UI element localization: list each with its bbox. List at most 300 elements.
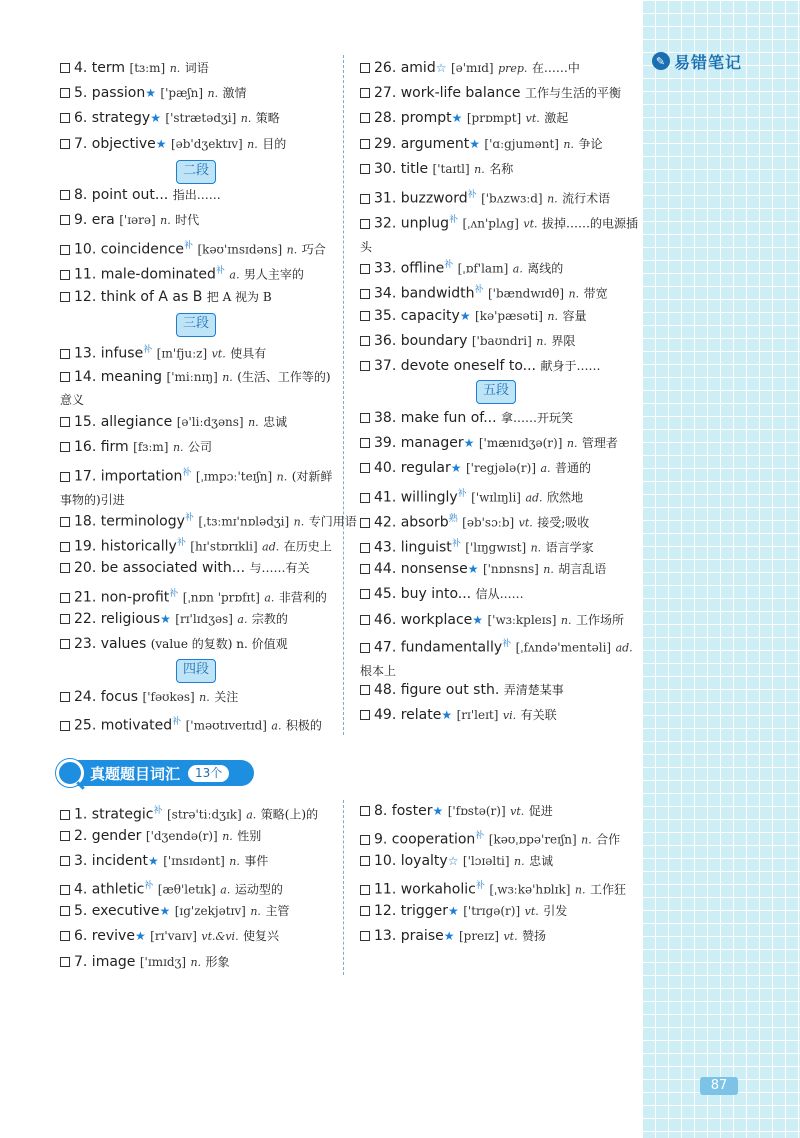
vocab-ipa: ['pæʃn] xyxy=(160,86,204,100)
vocab-word: 35. capacity xyxy=(374,308,460,324)
checkbox[interactable] xyxy=(360,219,370,229)
checkbox[interactable] xyxy=(60,63,70,73)
vocab-pos: a. xyxy=(229,268,240,282)
tag-mark: 补 xyxy=(184,513,194,523)
vocab-ipa: [ɪg'zekjətɪv] xyxy=(174,904,246,918)
vocab-meaning: 策略 xyxy=(255,111,280,125)
vocab-meaning: 名称 xyxy=(489,162,514,176)
checkbox[interactable] xyxy=(60,372,70,382)
tag-mark: 补 xyxy=(176,538,186,548)
vocab-meaning: 语言学家 xyxy=(545,540,594,555)
checkbox[interactable] xyxy=(360,438,370,448)
checkbox[interactable] xyxy=(60,721,70,731)
vocab-item xyxy=(360,158,640,181)
vocab-item xyxy=(360,679,640,701)
tag-mark: 补 xyxy=(143,345,153,355)
vocab-word: 4. athletic xyxy=(74,881,145,898)
vocab-item xyxy=(360,609,640,632)
vocab-pos: vt. xyxy=(524,905,539,918)
vocab-word: 28. prompt xyxy=(374,110,452,126)
exam-vocab-banner xyxy=(58,760,254,786)
vocab-meaning: 带宽 xyxy=(583,286,608,301)
vocab-meaning: 界限 xyxy=(551,334,576,348)
vocab-pos: prep. xyxy=(498,62,528,75)
checkbox[interactable] xyxy=(60,113,70,123)
vocab-item xyxy=(60,925,340,948)
vocab-word: 40. regular xyxy=(374,460,451,476)
star-icon: ★ xyxy=(145,86,156,100)
star-icon: ☆ xyxy=(435,61,447,75)
vocab-item xyxy=(60,82,340,105)
vocab-meaning: 性别 xyxy=(237,829,262,843)
checkbox[interactable] xyxy=(360,564,370,574)
vocab-pos: vt. xyxy=(503,930,518,943)
vocab-meaning: (生活、工作等的)意义 xyxy=(60,370,331,407)
vocab-word: 9. cooperation xyxy=(374,831,476,848)
tag-mark: 补 xyxy=(172,717,182,727)
vocab-ipa: [rɪ'leɪt] xyxy=(456,708,499,722)
checkbox[interactable] xyxy=(360,543,370,553)
vocab-pos: n. xyxy=(566,437,578,450)
vocab-word: 23. values xyxy=(74,636,147,652)
star-icon: ★ xyxy=(469,137,480,151)
checkbox[interactable] xyxy=(60,215,70,225)
vocab-word: 7. objective xyxy=(74,136,156,152)
vocab-meaning: 主管 xyxy=(265,904,290,918)
checkbox[interactable] xyxy=(60,245,70,255)
checkbox[interactable] xyxy=(360,63,370,73)
vocab-word: 6. revive xyxy=(74,928,135,944)
vocab-item xyxy=(60,339,340,366)
vocab-item xyxy=(360,57,640,80)
vocab-ipa: ['ɪmɪdʒ] xyxy=(139,955,187,969)
vocab-word: 37. devote oneself to... xyxy=(374,358,537,374)
vocab-word: 13. praise xyxy=(374,928,444,944)
checkbox[interactable] xyxy=(360,88,370,98)
vocab-ipa: ['bændwɪdθ] xyxy=(488,286,565,301)
vocab-word: 2. gender xyxy=(74,828,142,844)
page-number: 87 xyxy=(700,1077,738,1095)
vocab-item xyxy=(360,184,640,211)
vocab-pos: a. xyxy=(246,808,257,822)
vocab-ipa: [ˌtɜːmɪ'nɒlədʒi] xyxy=(198,514,290,529)
vocab-ipa: [əb'sɔːb] xyxy=(462,515,515,530)
checkbox[interactable] xyxy=(60,856,70,866)
vocab-meaning: (value 的复数) n. 价值观 xyxy=(150,637,288,651)
vocab-meaning: 弄清楚某事 xyxy=(503,683,564,697)
vocab-pos: ad. xyxy=(262,540,280,554)
star-icon: ★ xyxy=(160,612,171,626)
vocab-pos: n. xyxy=(240,112,252,125)
tag-mark: 补 xyxy=(457,489,467,499)
vocab-pos: n. xyxy=(286,243,298,257)
vocab-item xyxy=(60,825,340,848)
star-icon: ★ xyxy=(448,904,459,918)
vocab-item xyxy=(60,951,340,974)
tag-mark: 补 xyxy=(182,468,192,478)
checkbox[interactable] xyxy=(360,413,370,423)
vocab-meaning: 策略(上)的 xyxy=(260,807,319,822)
vocab-meaning: 拔掉……的电源插头 xyxy=(360,216,638,254)
checkbox[interactable] xyxy=(360,589,370,599)
checkbox[interactable] xyxy=(360,361,370,371)
vocab-item xyxy=(60,800,340,827)
vocab-word: 19. historically xyxy=(74,538,177,555)
vocab-item xyxy=(60,557,340,579)
tag-mark: 补 xyxy=(475,881,485,891)
vocab-pos: vt. xyxy=(211,347,226,361)
vocab-word: 44. nonsense xyxy=(374,561,468,577)
checkbox[interactable] xyxy=(60,885,70,895)
vocab-word: 11. workaholic xyxy=(374,881,476,898)
checkbox[interactable] xyxy=(360,139,370,149)
vocab-meaning: 离线的 xyxy=(527,261,564,276)
checkbox[interactable] xyxy=(360,113,370,123)
vocab-item xyxy=(60,366,340,412)
vocab-item xyxy=(360,633,640,683)
tag-mark: 补 xyxy=(215,266,225,276)
vocab-pos: n. xyxy=(250,905,261,918)
vocab-meaning: 词语 xyxy=(184,61,209,75)
star-icon: ☆ xyxy=(447,854,459,868)
vocab-item xyxy=(360,558,640,581)
vocab-word: 14. meaning xyxy=(74,369,163,385)
vocab-word: 38. make fun of... xyxy=(374,410,497,426)
vocab-item xyxy=(60,507,357,534)
vocab-item xyxy=(360,483,640,510)
vocab-ipa: ['ɪnsɪdənt] xyxy=(163,854,225,868)
vocab-meaning: 使复兴 xyxy=(243,929,280,943)
vocab-meaning: 关注 xyxy=(214,690,239,704)
vocab-word: 30. title xyxy=(374,161,429,177)
vocab-meaning: 男人主宰的 xyxy=(243,267,304,282)
star-icon: ★ xyxy=(451,111,463,125)
vocab-meaning: 欣然地 xyxy=(547,490,584,505)
vocab-word: 24. focus xyxy=(74,689,139,705)
vocab-item xyxy=(360,900,640,923)
checkbox[interactable] xyxy=(60,442,70,452)
vocab-meaning: 公司 xyxy=(187,440,212,454)
vocab-pos: n. xyxy=(530,541,542,555)
checkbox[interactable] xyxy=(60,88,70,98)
checkbox[interactable] xyxy=(60,349,70,359)
vocab-meaning: 流行术语 xyxy=(562,191,611,206)
checkbox[interactable] xyxy=(360,643,370,653)
vocab-ipa: ['məʊtɪveɪtɪd] xyxy=(185,718,267,733)
checkbox[interactable] xyxy=(60,417,70,427)
vocab-item xyxy=(360,533,640,560)
vocab-word: 3. incident xyxy=(74,853,149,869)
vocab-pos: n. xyxy=(248,416,259,429)
vocab-pos: vt. xyxy=(525,112,540,125)
checkbox[interactable] xyxy=(60,190,70,200)
pencil-note-icon: ✎ xyxy=(652,52,670,70)
vocab-item xyxy=(360,254,640,281)
vocab-pos: n. xyxy=(563,138,575,151)
vocab-meaning: 非营利的 xyxy=(278,590,327,605)
vocab-item xyxy=(360,457,640,480)
vocab-pos: a. xyxy=(540,462,551,475)
tag-mark: 补 xyxy=(451,539,461,549)
tag-mark: 补 xyxy=(502,639,512,649)
vocab-item xyxy=(360,850,640,873)
vocab-word: 31. buzzword xyxy=(374,190,468,207)
vocab-word: 9. era xyxy=(74,212,115,228)
vocab-ipa: [strə'tiːdʒɪk] xyxy=(166,807,242,822)
magnifier-icon xyxy=(56,759,84,787)
vocab-item xyxy=(60,436,340,459)
checkbox[interactable] xyxy=(360,931,370,941)
checkbox[interactable] xyxy=(60,931,70,941)
vocab-meaning: 形象 xyxy=(205,955,230,969)
vocab-item xyxy=(60,850,340,873)
vocab-pos: n. xyxy=(543,563,554,576)
vocab-word: 45. buy into... xyxy=(374,586,472,602)
star-icon: ★ xyxy=(467,562,479,576)
checkbox[interactable] xyxy=(60,692,70,702)
vocab-pos: n. xyxy=(560,614,572,627)
vocab-item xyxy=(60,260,340,287)
checkbox[interactable] xyxy=(360,311,370,321)
checkbox[interactable] xyxy=(360,806,370,816)
vocab-pos: a. xyxy=(271,719,282,733)
star-icon: ★ xyxy=(134,929,146,943)
vocab-word: 41. willingly xyxy=(374,489,458,506)
checkbox[interactable] xyxy=(60,292,70,302)
vocab-pos: n. xyxy=(207,87,219,100)
vocab-item xyxy=(60,633,340,655)
vocab-meaning: 使具有 xyxy=(230,346,267,361)
vocab-pos: n. xyxy=(222,830,233,843)
vocab-word: 12. trigger xyxy=(374,903,448,919)
vocab-meaning: 赞扬 xyxy=(522,929,547,943)
vocab-word: 21. non-profit xyxy=(74,589,170,606)
vocab-word: 5. passion xyxy=(74,85,146,101)
vocab-pos: n. xyxy=(229,855,240,868)
vocab-meaning: 指出…… xyxy=(172,188,221,202)
vocab-word: 7. image xyxy=(74,954,136,970)
vocab-pos: ad. xyxy=(615,641,633,655)
vocab-meaning: 事件 xyxy=(244,854,269,868)
vocab-meaning: 容量 xyxy=(562,309,587,323)
vocab-item xyxy=(60,711,340,738)
vocab-meaning: 普通的 xyxy=(555,461,592,475)
vocab-ipa: ['strætədʒi] xyxy=(165,111,237,125)
vocab-ipa: [ˌfʌndə'mentəli] xyxy=(515,640,612,655)
checkbox[interactable] xyxy=(360,856,370,866)
checkbox[interactable] xyxy=(360,336,370,346)
vocab-ipa: [rɪ'lɪdʒəs] xyxy=(175,612,233,626)
vocab-ipa: ['wɜːkpleɪs] xyxy=(487,613,557,627)
vocab-item xyxy=(360,800,640,823)
vocab-ipa: [rɪ'vaɪv] xyxy=(150,929,197,943)
vocab-meaning: 时代 xyxy=(175,213,200,227)
vocab-word: 5. executive xyxy=(74,903,160,919)
checkbox[interactable] xyxy=(360,518,370,528)
vocab-item xyxy=(360,925,640,948)
vocab-item xyxy=(360,704,640,727)
checkbox[interactable] xyxy=(60,270,70,280)
vocab-ipa: ['miːnɪŋ] xyxy=(166,370,218,384)
tag-mark: 补 xyxy=(184,241,194,251)
checkbox[interactable] xyxy=(360,493,370,503)
checkbox[interactable] xyxy=(60,831,70,841)
vocab-ipa: ['baʊndri] xyxy=(471,334,532,348)
vocab-word: 16. firm xyxy=(74,439,129,455)
checkbox[interactable] xyxy=(360,710,370,720)
vocab-ipa: [ˌwɜːkə'hɒlɪk] xyxy=(489,882,571,897)
vocab-item xyxy=(60,900,340,923)
checkbox[interactable] xyxy=(60,517,70,527)
vocab-ipa: [fɜːm] xyxy=(133,440,169,454)
checkbox[interactable] xyxy=(360,906,370,916)
vocab-pos: n. xyxy=(160,214,171,227)
vocab-item xyxy=(360,209,640,259)
vocab-meaning: 促进 xyxy=(528,804,553,818)
checkbox[interactable] xyxy=(360,264,370,274)
vocab-word: 6. strategy xyxy=(74,110,151,126)
vocab-pos: n. xyxy=(172,441,184,454)
tag-mark: 补 xyxy=(144,881,154,891)
vocab-pos: vt. xyxy=(510,805,525,818)
checkbox[interactable] xyxy=(360,463,370,473)
vocab-word: 48. figure out sth. xyxy=(374,682,500,698)
checkbox[interactable] xyxy=(60,139,70,149)
checkbox[interactable] xyxy=(360,194,370,204)
checkbox[interactable] xyxy=(60,810,70,820)
vocab-ipa: ['lɔɪəlti] xyxy=(462,854,510,868)
vocab-word: 47. fundamentally xyxy=(374,639,503,656)
vocab-word: 33. offline xyxy=(374,260,445,277)
vocab-pos: ad. xyxy=(525,491,543,505)
vocab-ipa: ['fɒstə(r)] xyxy=(447,804,506,818)
vocab-word: 18. terminology xyxy=(74,513,185,530)
vocab-item xyxy=(360,305,640,328)
checkbox[interactable] xyxy=(360,164,370,174)
vocab-pos: vt. xyxy=(518,516,533,530)
vocab-ipa: [preɪz] xyxy=(458,929,499,943)
vocab-meaning: 激起 xyxy=(544,111,569,125)
vocab-meaning: 献身于…… xyxy=(540,359,601,373)
vocab-meaning: 工作场所 xyxy=(575,613,624,627)
vocab-word: 36. boundary xyxy=(374,333,468,349)
vocab-pos: vt. xyxy=(523,217,538,231)
vocab-pos: n. xyxy=(574,883,586,897)
vocab-item xyxy=(360,107,640,130)
checkbox[interactable] xyxy=(60,542,70,552)
checkbox[interactable] xyxy=(60,593,70,603)
vocab-item xyxy=(360,432,640,455)
vocab-ipa: [kəʊ'ɪnsɪdəns] xyxy=(197,242,283,257)
vocab-ipa: [əb'dʒektɪv] xyxy=(170,137,243,151)
vocab-ipa: [kə'pæsəti] xyxy=(475,309,543,323)
star-icon: ★ xyxy=(450,461,462,475)
star-icon: ★ xyxy=(441,708,453,722)
vocab-ipa: ['nɒnsns] xyxy=(482,562,539,576)
checkbox[interactable] xyxy=(60,563,70,573)
grid-margin xyxy=(642,0,800,1138)
vocab-word: 11. male-dominated xyxy=(74,266,216,283)
checkbox[interactable] xyxy=(360,289,370,299)
vocab-meaning: (对新鲜事物的)引进 xyxy=(60,469,333,507)
vocab-word: 10. loyalty xyxy=(374,853,448,869)
vocab-ipa: [ɪn'fjuːz] xyxy=(156,346,208,361)
vocab-meaning: 信从…… xyxy=(475,587,524,601)
star-icon: ★ xyxy=(159,904,171,918)
vocab-pos: n. xyxy=(568,287,580,301)
vocab-meaning: 工作狂 xyxy=(589,882,626,897)
tag-mark: 补 xyxy=(169,589,179,599)
vocab-word: 46. workplace xyxy=(374,612,473,628)
checkbox[interactable] xyxy=(360,615,370,625)
vocab-item xyxy=(360,330,640,353)
checkbox[interactable] xyxy=(360,885,370,895)
star-icon: ★ xyxy=(155,137,167,151)
vocab-word: 42. absorb xyxy=(374,514,449,531)
checkbox[interactable] xyxy=(60,957,70,967)
vocab-meaning: 拿……开玩笑 xyxy=(501,411,574,425)
vocab-ipa: [ə'mɪd] xyxy=(450,61,494,75)
vocab-meaning: 有关联 xyxy=(520,708,557,722)
vocab-item xyxy=(60,462,340,512)
vocab-ipa: [hɪ'stɒrɪkli] xyxy=(190,539,258,554)
banner-count: 13个 xyxy=(188,765,229,782)
vocab-ipa: [ˌɪmpɔː'teɪʃn] xyxy=(195,469,273,484)
notes-header xyxy=(652,50,742,72)
checkbox[interactable] xyxy=(60,639,70,649)
checkbox[interactable] xyxy=(360,685,370,695)
vocab-word: 12. think of A as B xyxy=(74,289,203,305)
vocab-ipa: [ˌɒf'laɪn] xyxy=(457,261,509,276)
vocab-pos: n. xyxy=(247,138,258,151)
vocab-item xyxy=(360,82,640,104)
vocab-ipa: ['trɪgə(r)] xyxy=(463,904,521,918)
star-icon: ★ xyxy=(432,804,444,818)
vocab-ipa: [ə'liːdʒəns] xyxy=(176,415,244,429)
checkbox[interactable] xyxy=(60,614,70,624)
tag-mark: 补 xyxy=(153,806,163,816)
vocab-word: 29. argument xyxy=(374,136,470,152)
star-icon: ★ xyxy=(459,309,471,323)
vocab-pos: n. xyxy=(536,335,547,348)
vocab-meaning: 忠诚 xyxy=(263,415,288,429)
vocab-word: 39. manager xyxy=(374,435,464,451)
vocab-meaning: 积极的 xyxy=(285,718,322,733)
tag-mark: 补 xyxy=(474,285,484,295)
vocab-pos: n. xyxy=(169,62,181,75)
vocab-word: 13. infuse xyxy=(74,345,144,362)
vocab-pos: n. xyxy=(514,855,525,868)
vocab-pos: a. xyxy=(264,591,275,605)
star-icon: ★ xyxy=(148,854,159,868)
vocab-word: 26. amid xyxy=(374,60,436,76)
vocab-meaning: 把 A 视为 B xyxy=(206,290,272,304)
checkbox[interactable] xyxy=(360,835,370,845)
checkbox[interactable] xyxy=(60,906,70,916)
star-icon: ★ xyxy=(443,929,455,943)
vocab-word: 1. strategic xyxy=(74,806,154,823)
banner-title: 真题题目词汇 xyxy=(90,764,181,783)
vocab-item xyxy=(60,107,340,130)
vocab-meaning: 管理者 xyxy=(581,436,618,450)
vocab-item xyxy=(60,286,340,308)
vocab-item xyxy=(60,184,340,206)
vocab-word: 10. coincidence xyxy=(74,241,185,258)
vocab-word: 43. linguist xyxy=(374,539,452,556)
vocab-ipa: ['mænɪdʒə(r)] xyxy=(478,436,563,450)
checkbox[interactable] xyxy=(60,472,70,482)
vocab-item xyxy=(60,686,340,709)
